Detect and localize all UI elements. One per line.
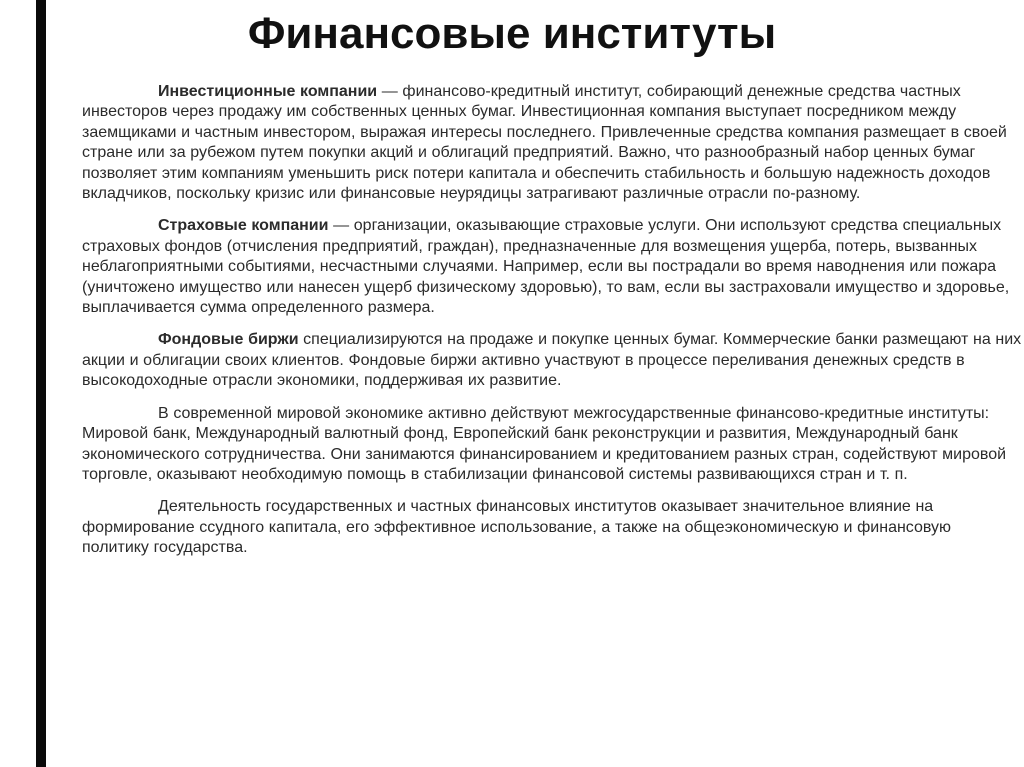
slide-title: Финансовые институты [247,9,777,58]
term-investment-companies: Инвестиционные компании [158,83,378,100]
left-accent-bar [36,0,46,767]
text-international-institutions: В современной мировой экономике активно действуют межгосударственные финансово-кредитные институты: Мировой банк, Международный валютный фонд, Европейский банк реконструкции и развития, Международный банк экономического сотрудничества. Они занимаются финансированием и кредитованием разных стран, содействуют мировой торговле, оказывают необходимую помощь в стабилизации финансовой системы развивающихся стран и т. п. [82,404,1007,483]
paragraph-stock-exchanges [82,330,1022,391]
paragraph-international-institutions [82,404,1022,486]
text-insurance-companies: — организации, оказывающие страховые услуги. Они используют средства специальных страховых фондов (отчисления предприятий, граждан), предназначенные для возмещения ущерба, потерь, вызванных неблагоприятными событиями, несчастными случаями. Например, если вы пострадали во время наводнения или пожара (уничтожено имущество или нанесен ущерб физическому здоровью), то вам, если вы застраховали имущество и здоровье, выплачивается сумма определенного размера. [82,217,1010,317]
text-investment-companies: — финансово-кредитный институт, собирающий денежные средства частных инвесторов через продажу им собственных ценных бумаг. Инвестиционная компания выступает посредником между заемщиками и частным инвестором, выражая интересы последнего. Привлеченные средства компания размещает в своей стране или за рубежом путем покупки акций и облигаций предприятий. Важно, что разнообразный набор ценных бумаг позволяет этим компаниям уменьшить риск потери капитала и обеспечить стабильность и большую надежность доходов вкладчиков, поскольку кризис или финансовые неурядицы затрагивают различные отрасли по-разному. [82,83,1007,203]
paragraph-conclusion [82,497,1022,558]
paragraph-insurance-companies [82,216,1022,318]
term-stock-exchanges: Фондовые биржи [158,331,299,349]
paragraph-investment-companies [82,82,1022,204]
term-insurance-companies: Страховые компании [158,217,329,235]
slide-body [82,82,1022,571]
text-stock-exchanges: специализируются на продаже и покупке ценных бумаг. Коммерческие банки размещают на них акции и облигации своих клиентов. Фондовые биржи активно участвуют в процессе переливания денежных средств в высокодоходные отрасли экономики, поддерживая их развитие. [82,331,1022,390]
text-conclusion: Деятельность государственных и частных финансовых институтов оказывает значительное влияние на формирование ссудного капитала, его эффективное использование, а также на общеэкономическую и финансовую политику государства. [82,498,952,557]
